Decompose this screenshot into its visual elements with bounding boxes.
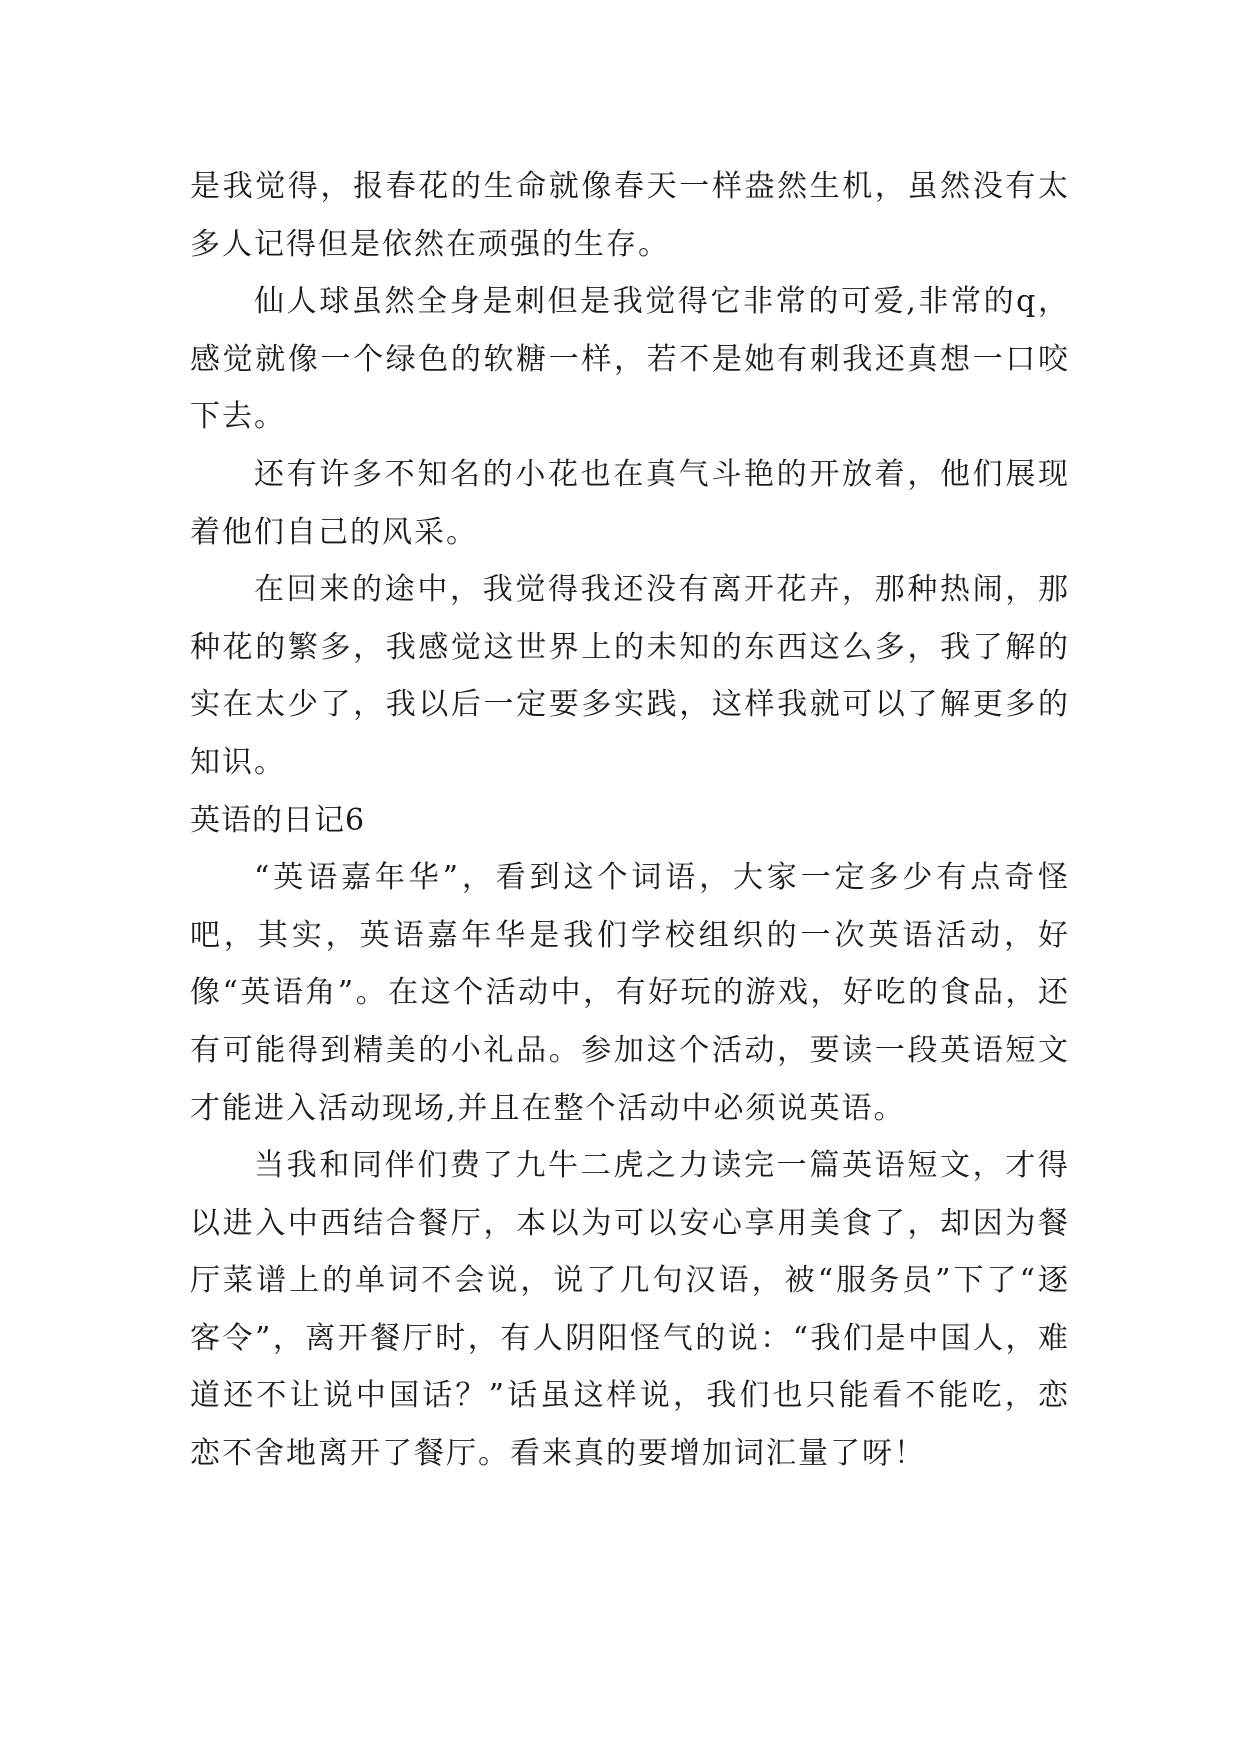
paragraph-restaurant: 当我和同伴们费了九牛二虎之力读完一篇英语短文，才得以进入中西结合餐厅，本以为可以安心享用美食了，却因为餐厅菜谱上的单词不会说，说了几句汉语，被“服务员”下了“逐客令”，离开餐厅时，有人阴阳怪气的说：“我们是中国人，难道还不让说中国话？”话虽这样说，我们也只能看不能吃，恋恋不舍地离开了餐厅。看来真的要增加词汇量了呀！ xyxy=(190,1148,1070,1472)
paragraph-return-journey: 在回来的途中，我觉得我还没有离开花卉，那种热闹，那种花的繁多，我感觉这世界上的未知的东西这么多，我了解的实在太少了，我以后一定要多实践，这样我就可以了解更多的知识。 xyxy=(190,572,1070,780)
document-body xyxy=(190,158,1070,1483)
paragraph-cactus: 仙人球虽然全身是刺但是我觉得它非常的可爱,非常的q，感觉就像一个绿色的软糖一样，若不是她有刺我还真想一口咬下去。 xyxy=(190,284,1070,435)
section-title: 英语的日记6 xyxy=(190,802,366,838)
paragraph-english-carnival: “英语嘉年华”，看到这个词语，大家一定多少有点奇怪吧，其实，英语嘉年华是我们学校组织的一次英语活动，好像“英语角”。在这个活动中，有好玩的游戏，好吃的食品，还有可能得到精美的小礼品。参加这个活动，要读一段英语短文才能进入活动现场,并且在整个活动中必须说英语。 xyxy=(190,860,1070,1126)
paragraph-spring-flower: 是我觉得，报春花的生命就像春天一样盎然生机，虽然没有太多人记得但是依然在顽强的生存。 xyxy=(190,169,1070,262)
paragraph-unknown-flowers: 还有许多不知名的小花也在真气斗艳的开放着，他们展现着他们自己的风采。 xyxy=(190,456,1070,550)
